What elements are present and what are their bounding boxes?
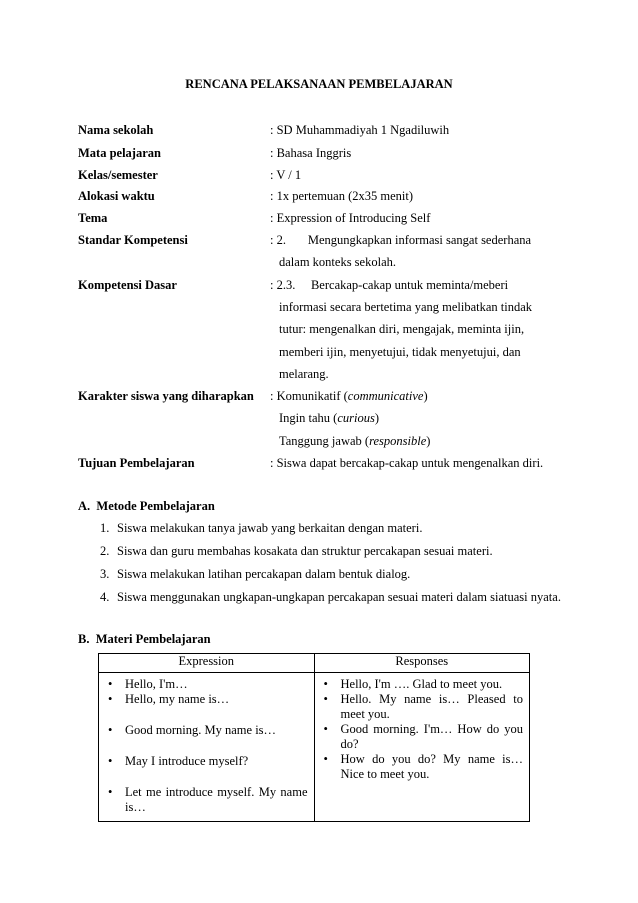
label-standar-kompetensi: Standar Kompetensi	[78, 233, 188, 247]
expression-cell	[99, 673, 315, 822]
response-item: • Good morning. I'm… How do you do?	[321, 722, 524, 752]
value-tema: : Expression of Introducing Self	[270, 211, 431, 225]
label-karakter-siswa: Karakter siswa yang diharapkan	[78, 389, 254, 403]
list-item	[100, 544, 493, 559]
value-standar-kompetensi-line: dalam konteks sekolah.	[279, 255, 396, 269]
value-mata-pelajaran: : Bahasa Inggris	[270, 146, 352, 160]
label-nama-sekolah: Nama sekolah	[78, 123, 154, 137]
value-kompetensi-dasar-line: memberi ijin, menyetujui, tidak menyetujui, dan	[279, 345, 521, 359]
list-item	[100, 590, 561, 605]
value-nama-sekolah: : SD Muhammadiyah 1 Ngadiluwih	[270, 123, 450, 137]
label-tema: Tema	[78, 211, 108, 225]
expression-item: • Hello, I'm…	[105, 677, 308, 692]
value-kompetensi-dasar-line: tutur: mengenalkan diri, mengajak, meminta ijin,	[279, 322, 525, 336]
list-item-number: 2.	[100, 544, 110, 558]
italic-term: communicative	[347, 389, 424, 403]
label-kelas-semester: Kelas/semester	[78, 168, 158, 182]
expression-item: • Good morning. My name is…	[105, 723, 308, 738]
label-kompetensi-dasar: Kompetensi Dasar	[78, 278, 177, 292]
page-title: RENCANA PELAKSANAAN PEMBELAJARAN	[185, 77, 453, 91]
table-header-row	[99, 654, 530, 673]
list-item-number: 3.	[100, 567, 110, 581]
table-row	[99, 673, 530, 822]
list-item-text: Siswa melakukan tanya jawab yang berkaitan dengan materi.	[117, 521, 423, 535]
expression-item: • May I introduce myself?	[105, 754, 308, 769]
list-item-number: 4.	[100, 590, 110, 604]
value-karakter-siswa-line: Ingin tahu (curious)	[279, 411, 379, 425]
list-item-text: Siswa melakukan latihan percakapan dalam bentuk dialog.	[117, 567, 411, 581]
list-item	[100, 521, 422, 536]
list-item	[100, 567, 410, 582]
italic-term: responsible	[369, 434, 427, 448]
responses-cell	[314, 673, 530, 822]
value-karakter-siswa-line: Tanggung jawab (responsible)	[279, 434, 431, 448]
label-mata-pelajaran: Mata pelajaran	[78, 146, 161, 160]
section-a-heading: A. Metode Pembelajaran	[78, 499, 215, 513]
value-kompetensi-dasar-line: melarang.	[279, 367, 329, 381]
section-b-heading: B. Materi Pembelajaran	[78, 632, 211, 646]
label-tujuan-pembelajaran: Tujuan Pembelajaran	[78, 456, 195, 470]
italic-term: curious	[337, 411, 375, 425]
response-item: • How do you do? My name is… Nice to meet you.	[321, 752, 524, 782]
response-item: • Hello. My name is… Pleased to meet you.	[321, 692, 524, 722]
response-item: • Hello, I'm …. Glad to meet you.	[321, 677, 524, 692]
list-item-text: Siswa dan guru membahas kosakata dan struktur percakapan sesuai materi.	[117, 544, 493, 558]
column-header-responses: Responses	[314, 654, 530, 673]
materi-table	[98, 653, 530, 822]
value-kompetensi-dasar: : 2.3. Bercakap-cakap untuk meminta/meberi	[270, 278, 509, 292]
value-kelas-semester: : V / 1	[270, 168, 302, 182]
list-item-number: 1.	[100, 521, 110, 535]
value-kompetensi-dasar-line: informasi secara bertetima yang melibatkan tindak	[279, 300, 533, 314]
expression-item: • Hello, my name is…	[105, 692, 308, 707]
value-tujuan-pembelajaran: : Siswa dapat bercakap-cakap untuk mengenalkan diri.	[270, 456, 544, 470]
column-header-expression: Expression	[99, 654, 315, 673]
value-standar-kompetensi: : 2. Mengungkapkan informasi sangat sederhana	[270, 233, 532, 247]
label-alokasi-waktu: Alokasi waktu	[78, 189, 155, 203]
value-alokasi-waktu: : 1x pertemuan (2x35 menit)	[270, 189, 414, 203]
expression-item: • Let me introduce myself. My name is…	[105, 785, 308, 815]
list-item-text: Siswa menggunakan ungkapan-ungkapan percakapan sesuai materi dalam siatuasi nyata.	[117, 590, 561, 604]
value-karakter-siswa: : Komunikatif (communicative)	[270, 389, 428, 403]
